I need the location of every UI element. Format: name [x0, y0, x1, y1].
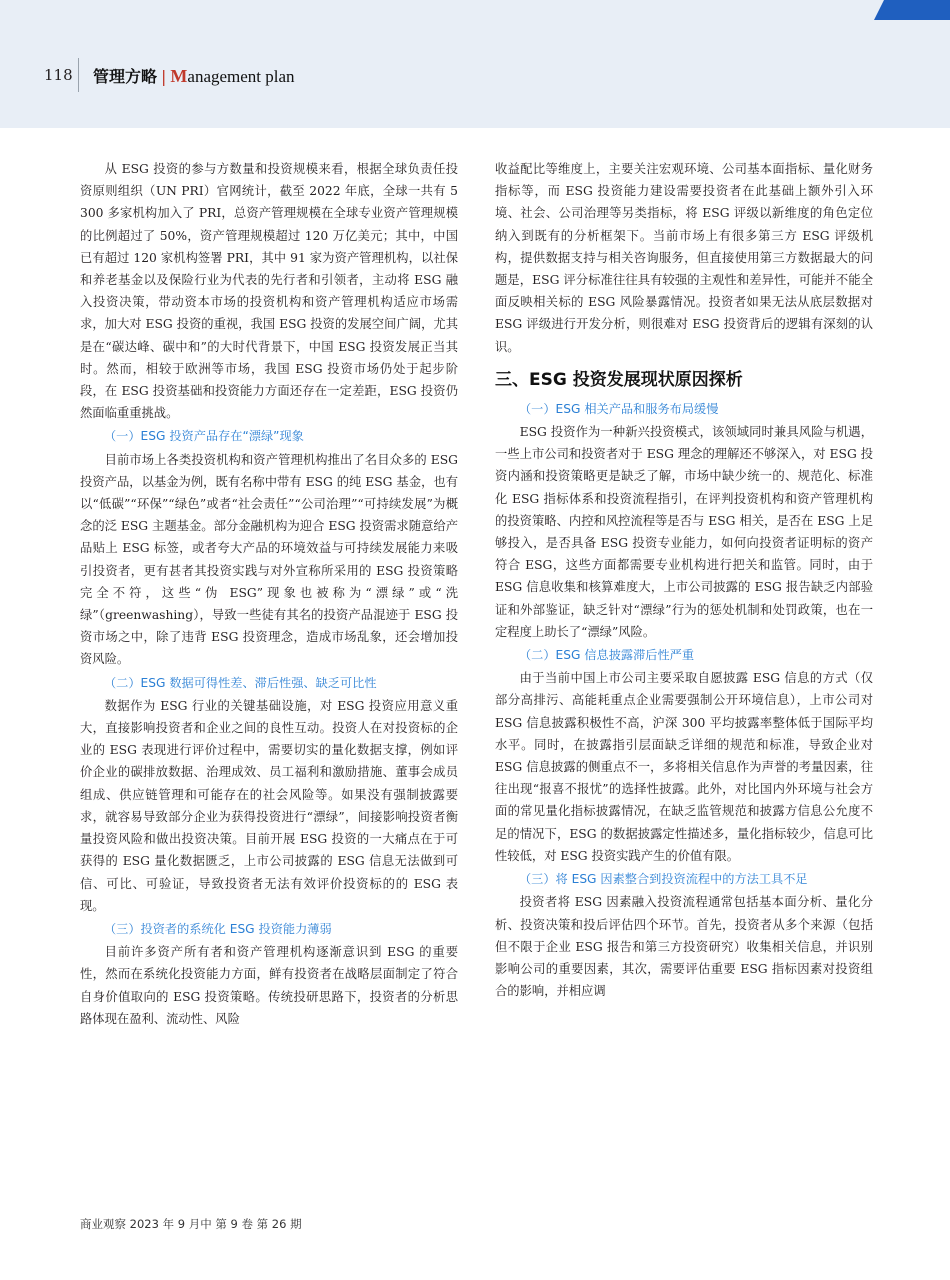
running-header: [44, 58, 444, 98]
paragraph: ESG 投资作为一种新兴投资模式，该领域同时兼具风险与机遇，一些上市公司和投资者对于 ESG 理念的理解还不够深入，对 ESG 投资内涵和投资策略更是缺乏了解，市场中缺少统一的、规范化、标准化 ESG 指标体系和投资流程指引，在评判投资机构和资产管理机构的投资策略、内控和风控流程等是否与 ESG 相关，是否在 ESG 上足够投入，是否具备 ESG 投资专业能力，如何向投资者证明标的资产符合 ESG，这些方面都需要专业机构进行把关和监管。同时，由于 ESG 信息收集和核算难度大，上市公司披露的 ESG 报告缺乏内部验证和外部鉴证，缺乏针对“漂绿”行为的惩处机制和处罚政策，也在一定程度上助长了“漂绿”风险。: [495, 425, 873, 639]
title-separator: |: [161, 67, 167, 86]
paragraph: 目前许多资产所有者和资产管理机构逐渐意识到 ESG 的重要性，然而在系统化投资能力方面，鲜有投资者在战略层面制定了符合自身价值取向的 ESG 投资策略。传统投研思路下，投资者的分析思路体现在盈利、流动性、风险: [80, 945, 458, 1026]
subheading: （二）ESG 信息披露滞后性严重: [519, 648, 695, 663]
page-number: 118: [44, 66, 73, 84]
right-column: [495, 158, 873, 1002]
section-title-cn: 管理方略: [93, 67, 158, 86]
paragraph: 收益配比等维度上，主要关注宏观环境、公司基本面指标、量化财务指标等，而 ESG 投资能力建设需要投资者在此基础上额外引入环境、社会、公司治理等另类指标，将 ESG 评级以新维度的角色定位纳入到既有的分析框架下。当前市场上有很多第三方 ESG 评级机构，提供数据支持与相关咨询服务，但直接使用第三方数据最大的问题是，ESG 评分标准往往具有较强的主观性和差异性，可能并不能全面反映相关标的 ESG 风险暴露情况。投资者如果无法从底层数据对 ESG 评级进行开发分析，则很难对 ESG 投资背后的逻辑有深刻的认识。: [495, 162, 873, 354]
subheading: （一）ESG 投资产品存在“漂绿”现象: [104, 429, 304, 444]
paragraph: 投资者将 ESG 因素融入投资流程通常包括基本面分析、量化分析、投资决策和投后评估四个环节。首先，投资者从多个来源（包括但不限于企业 ESG 报告和第三方投资研究）收集相关信息，并识别影响公司的重要因素，其次，需要评估重要 ESG 指标因素对投资组合的影响，并相应调: [495, 895, 873, 999]
section-heading: 三、ESG 投资发展现状原因探析: [495, 369, 743, 390]
left-column: [80, 158, 458, 1030]
paragraph: 从 ESG 投资的参与方数量和投资规模来看，根据全球负责任投资原则组织（UN PRI）官网统计，截至 2022 年底，全球一共有 5 300 多家机构加入了 PRI，总资产管理规模在全球专业资产管理规模的比例超过了 50%，资产管理规模超过 120 万亿美元；其中，中国已有超过 120 家机构签署 PRI，其中 91 家为资产管理机构，以社保和养老基金以及保险行业为代表的先行者和引领者，主动将 ESG 融入投资决策，带动资本市场的投资机构和资产管理机构适应市场需求，加大对 ESG 投资的重视，我国 ESG 投资的发展空间广阔，尤其是在“碳达峰、碳中和”的大时代背景下，中国 ESG 投资发展正当其时。然而，相较于欧洲等市场，我国 ESG 投资市场仍处于起步阶段，在 ESG 投资基础和投资能力方面还存在一定差距，ESG 投资仍然面临重重挑战。: [80, 162, 458, 421]
paragraph: 由于当前中国上市公司主要采取自愿披露 ESG 信息的方式（仅部分高排污、高能耗重点企业需要强制公开环境信息），上市公司对 ESG 信息披露积极性不高，沪深 300 平均披露率整体低于国际平均水平。同时，在披露指引层面缺乏详细的规范和标准，导致企业对 ESG 信息披露的侧重点不一，多将相关信息作为声誉的考量因素，往往出现“报喜不报忧”的选择性披露。此外，对比国内外环境与社会方面的常见量化指标披露情况，在缺乏监管规范和披露方信息公允度不足的情况下，ESG 的数据披露定性描述多，量化指标较少，信息可比性较低，对 ESG 投资实践产生的价值有限。: [495, 671, 873, 863]
subheading: （一）ESG 相关产品和服务布局缓慢: [519, 401, 719, 416]
section-title-en: anagement plan: [187, 67, 295, 86]
subheading: （二）ESG 数据可得性差、滞后性强、缺乏可比性: [104, 675, 377, 690]
paragraph: 数据作为 ESG 行业的关键基础设施，对 ESG 投资应用意义重大，直接影响投资者和企业之间的良性互动。投资人在对投资标的企业的 ESG 表现进行评价过程中，需要切实的量化数据支撑，例如评价企业的碳排放数据、治理成效、员工福利和激励措施、董事会成员组成、供应链管理和可能存在的社会风险等。如果没有强制披露要求，就容易导致部分企业为获得投资进行“漂绿”，间接影响投资者衡量投资风险和做出投资决策。目前开展 ESG 投资的一大痛点在于可获得的 ESG 量化数据匮乏，上市公司披露的 ESG 信息无法做到可信、可比、可验证，导致投资者无法有效评价投资标的的 ESG 表现。: [80, 698, 458, 913]
journal-section-title: [93, 58, 295, 87]
subheading: （三）投资者的系统化 ESG 投资能力薄弱: [104, 921, 332, 936]
header-divider: [78, 58, 79, 92]
paragraph: 目前市场上各类投资机构和资产管理机构推出了名目众多的 ESG 投资产品，以基金为例，既有名称中带有 ESG 的纯 ESG 基金，也有以“低碳”“环保”“绿色”或者“社会责任”“公司治理”“可持续发展”为概念的泛 ESG 主题基金。部分金融机构为迎合 ESG 投资需求随意给产品贴上 ESG 标签，或者夸大产品的环境效益与可持续发展能力来吸引投资者，更有甚者其投资实践与对外宣称所采用的 ESG 投资策略完全不符，这些“伪 ESG”现象也被称为“漂绿”或“洗绿”（greenwashing），导致一些徒有其名的投资产品混迹于 ESG 投资市场之中，除了违背 ESG 投资理念，造成市场乱象，还会增加投资风险。: [80, 452, 458, 667]
footer-citation: 商业观察 2023 年 9 月中 第 9 卷 第 26 期: [80, 1217, 302, 1231]
corner-accent: [874, 0, 950, 20]
subheading: （三）将 ESG 因素整合到投资流程中的方法工具不足: [519, 872, 808, 887]
section-title-en-initial: M: [170, 66, 188, 86]
